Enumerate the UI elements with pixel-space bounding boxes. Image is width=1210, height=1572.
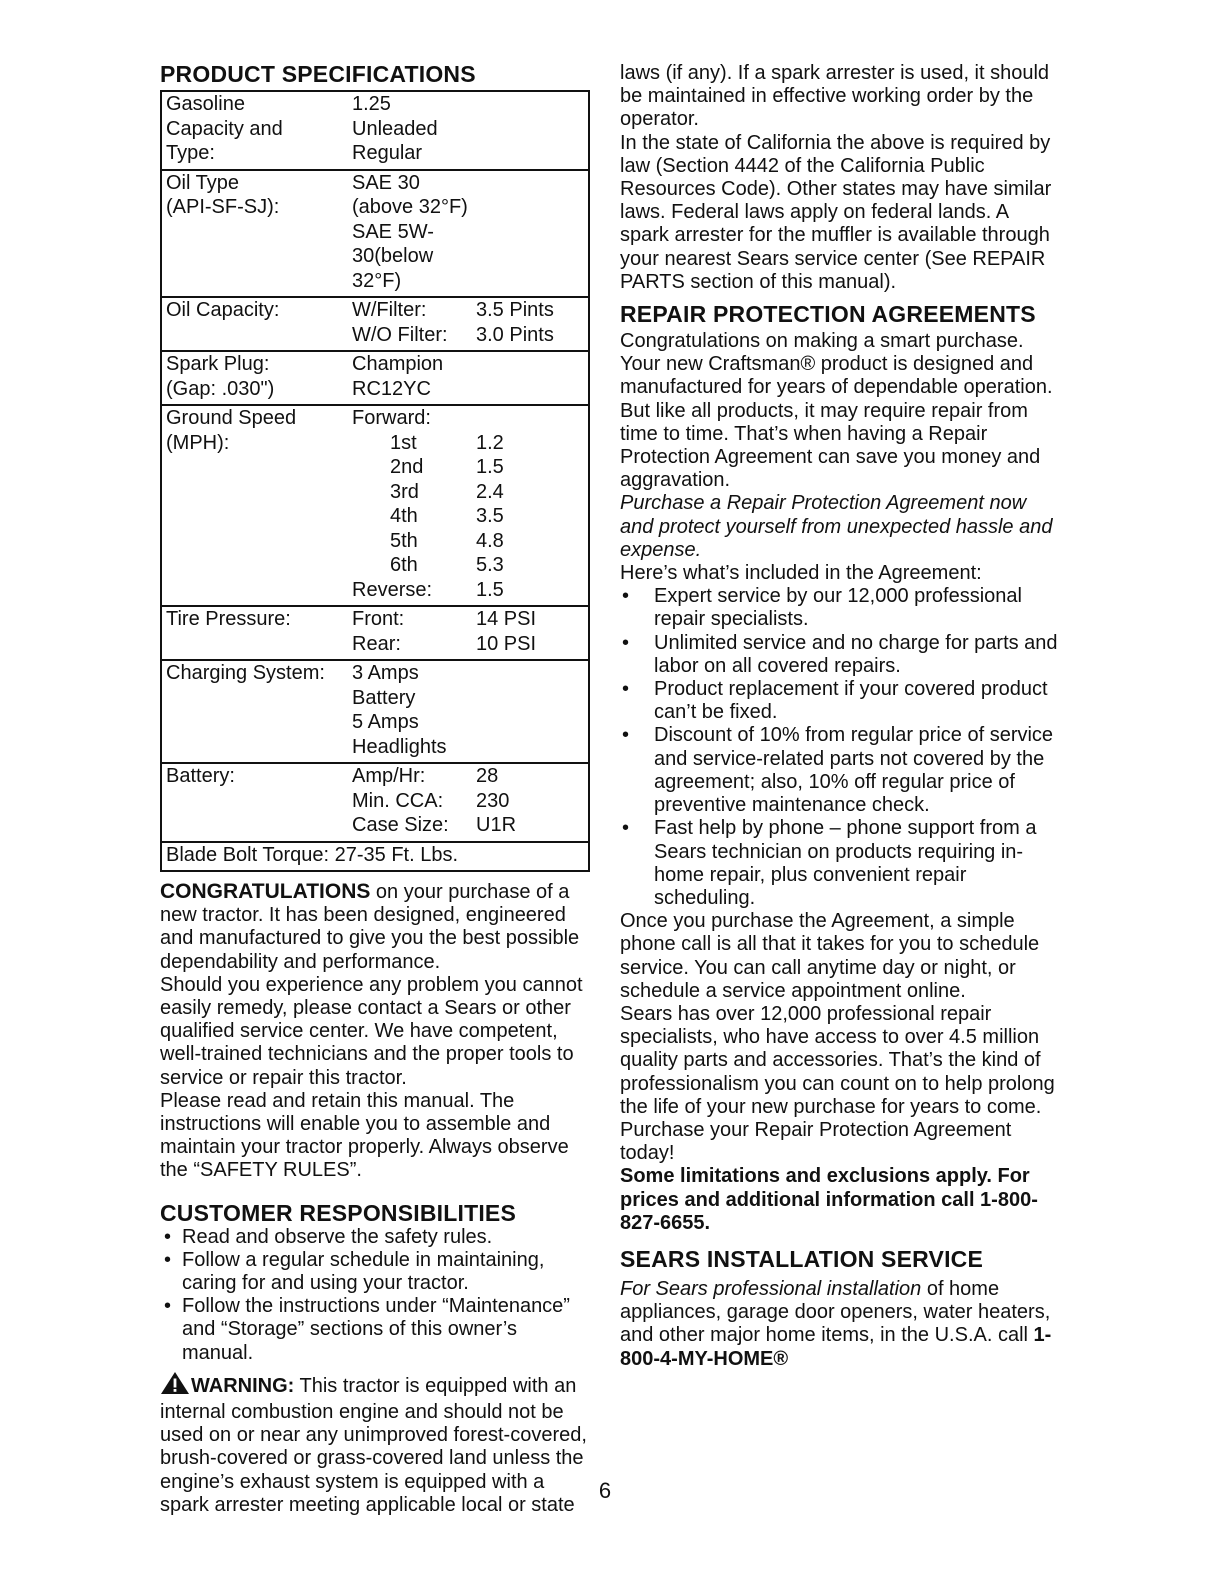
spec-value-line: [352, 504, 588, 529]
spec-value-line: [352, 710, 588, 759]
spec-value-amount: 5.3: [476, 554, 504, 576]
spec-value-line: [352, 117, 588, 142]
spec-label: Battery:: [166, 765, 235, 787]
spec-value-key: W/O Filter:: [352, 323, 448, 346]
problem-paragraph: Should you experience any problem you cannot easily remedy, please contact a Sears or other qualified service center. We have competent, well-trained technicians and the proper tools to service or repair this tractor.: [160, 973, 583, 1089]
read-paragraph: Please read and retain this manual. The instructions will enable you to assemble and maintain your tractor properly. Always observe the “SAFETY RULES”.: [160, 1089, 569, 1182]
spec-value-line: [352, 455, 588, 480]
install-text: of home appliances, garage door openers, water heaters, and other major home items, in the U.S.A. call: [620, 1277, 1051, 1347]
install-paragraph: [620, 1278, 1060, 1371]
spec-table: [160, 90, 590, 872]
spec-label: Ground Speed (MPH):: [166, 407, 297, 454]
spec-value-amount: 1.5: [476, 456, 504, 478]
spec-value-amount: 1.5: [476, 578, 504, 601]
spec-row: [162, 92, 588, 169]
spec-value-line: [352, 141, 588, 166]
spec-row: [162, 762, 588, 841]
spec-value-key: 2nd: [390, 456, 424, 478]
spec-value-line: [352, 406, 588, 431]
once-paragraph: Once you purchase the Agreement, a simple phone call is all that it takes for you to schedule service. You can call anytime day or night, or schedule a service appointment online.: [620, 910, 1040, 1002]
warning-text: This tractor is equipped with an internal combustion engine and should not be used on or near any unimproved forest-covered, brush-covered or grass-covered land unless the engine’s exhaust system is equipped with a spark arrester meeting applicable local or state: [160, 1374, 587, 1516]
right-column: [620, 62, 1060, 1371]
list-item: • Fast help by phone – phone support from a Sears technician on products requiring in-home repair, plus convenient repair scheduling.: [620, 817, 1060, 910]
included-intro: Here’s what’s included in the Agreement:: [620, 562, 982, 585]
spec-value-amount: U1R: [476, 814, 517, 836]
spec-row: [162, 169, 588, 297]
spec-row: [162, 296, 588, 350]
spec-value-amount: 2.4: [476, 480, 504, 503]
spec-value-amount: 230: [476, 789, 510, 812]
spec-value-line: [352, 789, 588, 814]
spec-value-amount: 14 PSI: [476, 608, 537, 630]
spec-value-amount: 1.2: [476, 431, 504, 454]
spec-label: Oil Type (API-SF-SJ):: [166, 171, 280, 218]
spec-value-line: [352, 764, 588, 789]
spec-value-line: [352, 529, 588, 554]
page-number: 6: [598, 1478, 612, 1503]
install-phone: 1-800-4-MY-HOME®: [620, 1324, 1052, 1370]
spec-value-key: 3rd: [390, 480, 419, 503]
spec-value-line: [352, 171, 588, 220]
spec-value-key: 5 Amps Headlights: [352, 711, 447, 758]
spec-value-line: [352, 298, 588, 323]
spec-value-amount: 3.5: [476, 505, 504, 527]
spec-value-line: [352, 607, 588, 632]
spec-value-key: Amp/Hr:: [352, 765, 426, 787]
spec-value-key: Reverse:: [352, 578, 433, 601]
spec-value: [352, 607, 588, 656]
spec-value-line: [352, 352, 588, 401]
spec-value-key: SAE 30 (above 32°F): [352, 171, 468, 218]
spec-value-line: [352, 480, 588, 505]
continued-paragraph: laws (if any). If a spark arrester is used, it should be maintained in effective working order by the operator.: [620, 62, 1050, 131]
spec-value-key: Rear:: [352, 632, 401, 655]
rpa-paragraph: Congratulations on making a smart purchase. Your new Craftsman® product is designed and manufactured for years of dependable operation. But like all products, it may require repair from time to time. That’s when having a Repair Protection Agreement can save you money and aggravation.: [620, 330, 1053, 492]
warning-label: WARNING:: [191, 1374, 295, 1397]
spec-label: Tire Pressure:: [166, 608, 291, 630]
responsibilities-title: CUSTOMER RESPONSIBILITIES: [160, 1199, 517, 1226]
spec-value-key: 6th: [390, 554, 418, 576]
spec-value: [352, 764, 588, 838]
spec-value-key: SAE 5W-30(below 32°F): [352, 220, 434, 292]
spec-value-line: [352, 661, 588, 710]
list-item: • Expert service by our 12,000 professional repair specialists.: [620, 585, 1060, 631]
list-item: • Unlimited service and no charge for parts and labor on all covered repairs.: [620, 632, 1060, 678]
congrats-paragraph: [160, 880, 590, 974]
spec-value-key: W/Filter:: [352, 299, 427, 321]
spec-value-key: Forward:: [352, 407, 431, 429]
left-column: [160, 62, 590, 1517]
spec-value-line: [352, 220, 588, 294]
spec-row: [162, 605, 588, 659]
included-list: [620, 585, 1060, 910]
spec-label: Gasoline Capacity and Type:: [166, 93, 283, 164]
spec-value-key: 3 Amps Battery: [352, 662, 419, 709]
spec-value-amount: 3.0 Pints: [476, 323, 554, 346]
spec-value-amount: 4.8: [476, 529, 504, 552]
spec-value-line: [352, 578, 588, 603]
spec-label: Charging System:: [166, 662, 325, 684]
spec-full-label: Blade Bolt Torque: 27-35 Ft. Lbs.: [166, 843, 459, 866]
spec-value-key: 4th: [390, 505, 418, 527]
spec-label: Spark Plug: (Gap: .030"): [166, 353, 275, 400]
spec-value: [352, 92, 588, 166]
spec-value-line: [352, 813, 588, 838]
spec-value: [352, 661, 588, 759]
list-item: • Follow a regular schedule in maintaining, caring for and using your tractor.: [160, 1249, 590, 1295]
california-paragraph: In the state of California the above is required by law (Section 4442 of the California Public Resources Code). Other states may have similar laws. Federal laws apply on federal lands. A spark arrester for the muffler is available through your nearest Sears service center (See REPAIR PARTS section of this manual).: [620, 131, 1052, 293]
rpa-title: REPAIR PROTECTION AGREEMENTS: [620, 301, 1036, 328]
spec-row: [162, 659, 588, 762]
list-item: • Read and observe the safety rules.: [160, 1226, 590, 1249]
spec-value-amount: 28: [476, 765, 499, 787]
spec-value-line: [352, 431, 588, 456]
rpa-italic: Purchase a Repair Protection Agreement now and protect yourself from unexpected hassle and expense.: [620, 492, 1053, 561]
responsibilities-list: [160, 1226, 590, 1365]
spec-value-amount: 3.5 Pints: [476, 299, 554, 321]
spec-value-key: 1.25: [352, 93, 391, 115]
spec-label: Oil Capacity:: [166, 299, 280, 321]
spec-value-key: Champion RC12YC: [352, 353, 444, 400]
list-item: • Follow the instructions under “Maintenance” and “Storage” sections of this owner’s manual.: [160, 1295, 590, 1365]
install-italic: For Sears professional installation: [620, 1277, 922, 1300]
spec-value-key: Front:: [352, 608, 405, 630]
spec-value-key: 5th: [390, 529, 418, 552]
spec-value-amount: 10 PSI: [476, 632, 537, 655]
spec-value-line: [352, 92, 588, 117]
spec-value-key: Case Size:: [352, 814, 449, 836]
limitations-paragraph: Some limitations and exclusions apply. For prices and additional information call 1-800-827-6655.: [620, 1165, 1038, 1234]
install-title: SEARS INSTALLATION SERVICE: [620, 1245, 984, 1272]
spec-value: [352, 352, 588, 401]
spec-value-key: Regular: [352, 142, 423, 164]
spec-row: [162, 841, 588, 871]
spec-value-line: [352, 553, 588, 578]
congrats-text: on your purchase of a new tractor. It has been designed, engineered and manufactured to give you the best possible dependability and performance.: [160, 881, 580, 973]
spec-value-key: Unleaded: [352, 117, 438, 140]
list-item: • Discount of 10% from regular price of service and service-related parts not covered by the agreement; also, 10% off regular price of preventive maintenance check.: [620, 724, 1060, 817]
spec-value-key: 1st: [390, 431, 417, 454]
warning-triangle-icon: [160, 1371, 190, 1401]
spec-value-key: Min. CCA:: [352, 789, 444, 812]
spec-title: PRODUCT SPECIFICATIONS: [160, 61, 476, 87]
spec-value: [352, 406, 588, 602]
list-item: • Product replacement if your covered product can’t be fixed.: [620, 678, 1060, 724]
spec-row: [162, 350, 588, 404]
spec-value-line: [352, 632, 588, 657]
spec-value: [352, 298, 588, 347]
sears-paragraph: Sears has over 12,000 professional repair specialists, who have access to over 4.5 million quality parts and accessories. That’s the kind of professionalism you can count on to help prolong the life of your new purchase for years to come. Purchase your Repair Protection Agreement today!: [620, 1002, 1055, 1165]
spec-value-line: [352, 323, 588, 348]
congrats-lead: CONGRATULATIONS: [160, 880, 371, 903]
spec-row: [162, 404, 588, 605]
spec-value: [352, 171, 588, 294]
